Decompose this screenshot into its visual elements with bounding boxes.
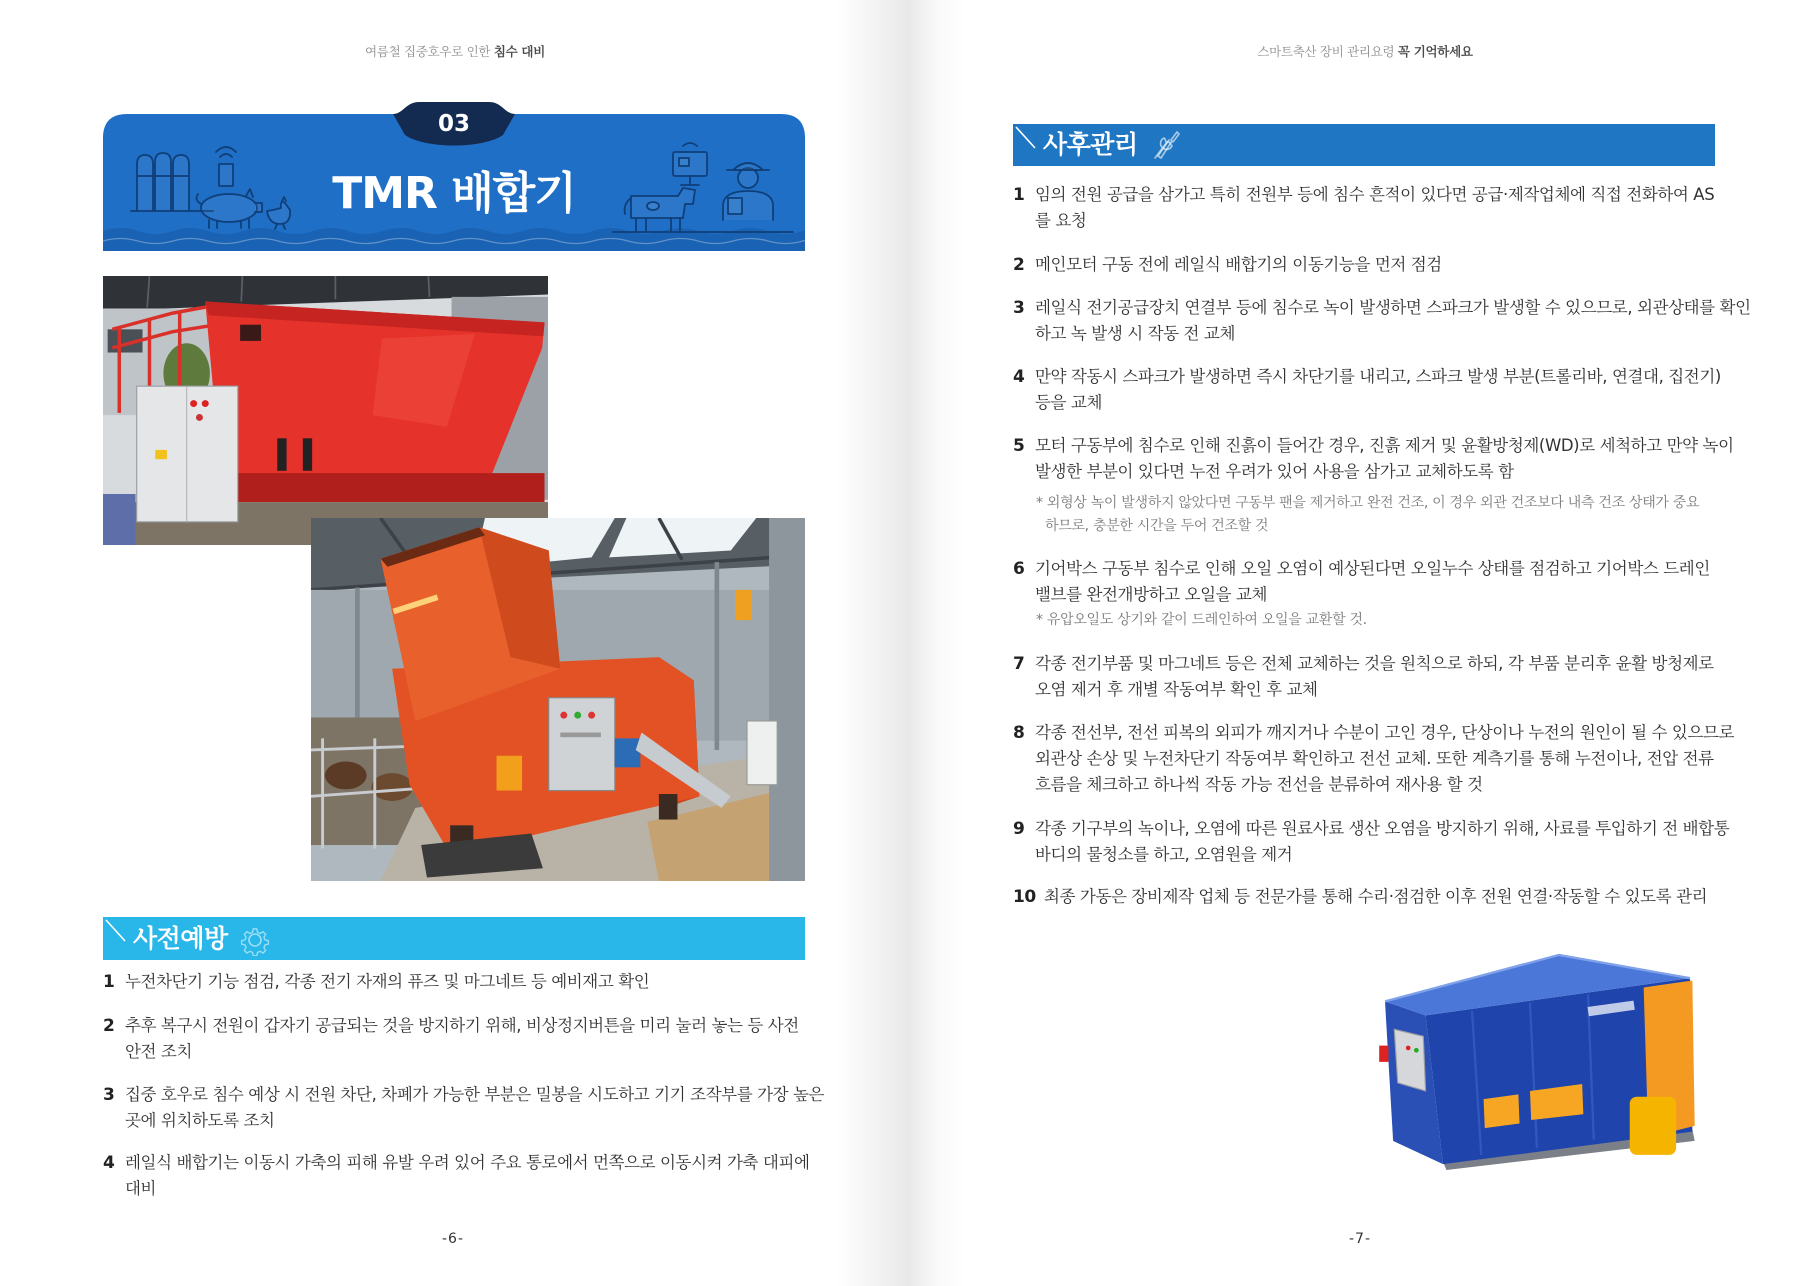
item-text-line: 모터 구동부에 침수로 인해 진흙이 들어간 경우, 진흙 제거 및 윤활방청제(WD)로 세척하고 만약 녹이 <box>1035 436 1734 455</box>
item-text-line: 각종 전선부, 전선 피복의 외피가 깨지거나 수분이 고인 경우, 단상이나 누전의 원인이 될 수 있으므로 <box>1035 723 1735 742</box>
list-item <box>1013 720 1793 798</box>
item-text-line: 대비 <box>125 1179 157 1198</box>
item-text <box>1035 364 1721 416</box>
chapter-banner <box>103 100 805 251</box>
item-text <box>1035 816 1729 868</box>
item-note <box>1036 609 1796 632</box>
item-number: 2 <box>1013 255 1025 275</box>
running-header <box>1165 42 1565 60</box>
item-number: 9 <box>1013 819 1025 839</box>
item-text-line: 외관상 손상 및 누전차단기 작동여부 확인하고 전선 교체. 또한 계측기를 통해 누전이나, 전압 전류 <box>1035 749 1714 768</box>
item-text-line: 발생한 부분이 있다면 누전 우려가 있어 사용을 삼가고 교체하도록 함 <box>1035 462 1514 481</box>
item-text-line: 곳에 위치하도록 조치 <box>125 1111 275 1130</box>
item-text <box>125 969 649 995</box>
item-text-line: 안전 조치 <box>125 1042 193 1061</box>
list-item <box>1013 556 1793 608</box>
item-note-line: 하므로, 충분한 시간을 두어 건조할 것 <box>1045 518 1269 534</box>
right-page <box>910 0 1820 1286</box>
list-item <box>1013 884 1793 910</box>
chapter-title: TMR 배합기 <box>332 168 576 219</box>
item-number: 3 <box>103 1085 115 1105</box>
item-text-line: 메인모터 구동 전에 레일식 배합기의 이동기능을 먼저 점검 <box>1035 255 1442 274</box>
list-item <box>1013 295 1793 347</box>
item-text-line: 등을 교체 <box>1035 393 1103 412</box>
bar-corner-stroke <box>1013 124 1043 166</box>
list-item <box>1013 433 1793 485</box>
item-text-line: 최종 가동은 장비제작 업체 등 전문가를 통해 수리·점검한 이후 전원 연결·작동할 수 있도록 관리 <box>1044 887 1708 906</box>
item-number: 7 <box>1013 654 1025 674</box>
item-text-line: 누전차단기 기능 점검, 각종 전기 자재의 퓨즈 및 마그네트 등 예비재고 확인 <box>125 972 650 991</box>
item-text-line: 밸브를 완전개방하고 오일을 교체 <box>1035 585 1268 604</box>
page-number: -7- <box>1348 1231 1371 1247</box>
tools-icon <box>1149 128 1185 162</box>
item-text-line: 바디의 물청소를 하고, 오염원을 제거 <box>1035 845 1293 864</box>
photo-red-tmr-mixer <box>103 276 548 545</box>
item-text-line: 임의 전원 공급을 삼가고 특히 전원부 등에 침수 흔적이 있다면 공급·제작업체에 직접 전화하여 AS <box>1035 185 1715 204</box>
item-text-line: 흐름을 체크하고 하나씩 작동 가능 전선을 분류하여 재사용 할 것 <box>1035 775 1483 794</box>
item-number: 6 <box>1013 559 1025 579</box>
item-number: 1 <box>103 972 115 992</box>
item-text <box>125 1013 799 1065</box>
item-text-line: 기어박스 구동부 침수로 인해 오일 오염이 예상된다면 오일누수 상태를 점검하고 기어박스 드레인 <box>1035 559 1710 578</box>
item-note <box>1036 492 1796 538</box>
running-header <box>255 42 655 60</box>
item-text-line: 집중 호우로 침수 예상 시 전원 차단, 차폐가 가능한 부분은 밀봉을 시도하고 기기 조작부를 가장 높은 <box>125 1085 825 1104</box>
item-text <box>1044 884 1707 910</box>
item-text <box>125 1082 824 1134</box>
running-header-text: 여름철 집중호우로 인한 <box>365 44 494 59</box>
item-text-line: 오염 제거 후 개별 작동여부 확인 후 교체 <box>1035 680 1318 699</box>
item-text-line: 추후 복구시 전원이 갑자기 공급되는 것을 방지하기 위해, 비상정지버튼을 미리 눌러 놓는 등 사전 <box>125 1016 799 1035</box>
photo-orange-tmr-mixer-in-barn <box>311 518 805 881</box>
list-item <box>103 1013 883 1065</box>
list-item <box>1013 816 1793 868</box>
item-text-line: 각종 전기부품 및 마그네트 등은 전체 교체하는 것을 원칙으로 하되, 각 부품 분리후 윤활 방청제로 <box>1035 654 1714 673</box>
section-bar-aftercare <box>1013 124 1715 166</box>
section-title: 사후관리 <box>1043 130 1138 159</box>
item-text-line: 를 요청 <box>1035 211 1087 230</box>
item-number: 1 <box>1013 185 1025 205</box>
control-box <box>137 386 238 522</box>
item-note-line: * 유압오일도 상기와 같이 드레인하여 오일을 교환할 것. <box>1036 612 1367 628</box>
running-header-bold: 침수 대비 <box>493 44 545 59</box>
list-item <box>1013 252 1793 278</box>
gear-icon <box>238 922 272 956</box>
control-box <box>1394 1029 1425 1091</box>
item-number: 2 <box>103 1016 115 1036</box>
control-panel <box>549 698 615 791</box>
chapter-number: 03 <box>437 111 470 137</box>
item-number: 4 <box>103 1153 115 1173</box>
item-text-line: 레일식 배합기는 이동시 가축의 피해 유발 우려 있어 주요 통로에서 먼쪽으로 이동시켜 가축 대피에 <box>125 1153 810 1172</box>
list-item <box>103 969 883 995</box>
section-title: 사전예방 <box>133 924 228 953</box>
item-text <box>1035 433 1734 485</box>
item-text <box>1035 252 1442 278</box>
running-header-bold: 꼭 기억하세요 <box>1397 44 1473 59</box>
running-header-text: 스마트축산 장비 관리요령 <box>1257 44 1398 59</box>
item-number: 4 <box>1013 367 1025 387</box>
list-item <box>1013 182 1793 234</box>
section-bar-prevention <box>103 917 805 960</box>
item-number: 5 <box>1013 436 1025 456</box>
item-text <box>1035 720 1734 798</box>
item-note-line: * 외형상 녹이 발생하지 않았다면 구동부 팬을 제거하고 완전 건조, 이 경우 외관 건조보다 내측 건조 상태가 중요 <box>1036 495 1700 511</box>
item-text <box>1035 556 1710 608</box>
list-item <box>103 1082 883 1134</box>
item-text-line: 만약 작동시 스파크가 발생하면 즉시 차단기를 내리고, 스파크 발생 부분(트롤리바, 연결대, 집전기) <box>1035 367 1721 386</box>
list-item <box>1013 651 1793 703</box>
item-number: 10 <box>1013 887 1036 907</box>
item-text <box>1035 295 1751 347</box>
item-number: 8 <box>1013 723 1025 743</box>
item-text-line: 각종 기구부의 녹이나, 오염에 따른 원료사료 생산 오염을 방지하기 위해, 사료를 투입하기 전 배합통 <box>1035 819 1730 838</box>
item-text <box>1035 651 1714 703</box>
list-item <box>1013 364 1793 416</box>
item-text-line: 하고 녹 발생 시 작동 전 교체 <box>1035 324 1235 343</box>
item-text <box>125 1150 810 1202</box>
item-text-line: 레일식 전기공급장치 연결부 등에 침수로 녹이 발생하면 스파크가 발생할 수 있으므로, 외관상태를 확인 <box>1035 298 1751 317</box>
photo-blue-tmr-mixer <box>1356 934 1697 1170</box>
page-number: -6- <box>441 1231 464 1247</box>
item-number: 3 <box>1013 298 1025 318</box>
item-text <box>1035 182 1714 234</box>
list-item <box>103 1150 883 1202</box>
bar-corner-stroke <box>103 917 133 960</box>
